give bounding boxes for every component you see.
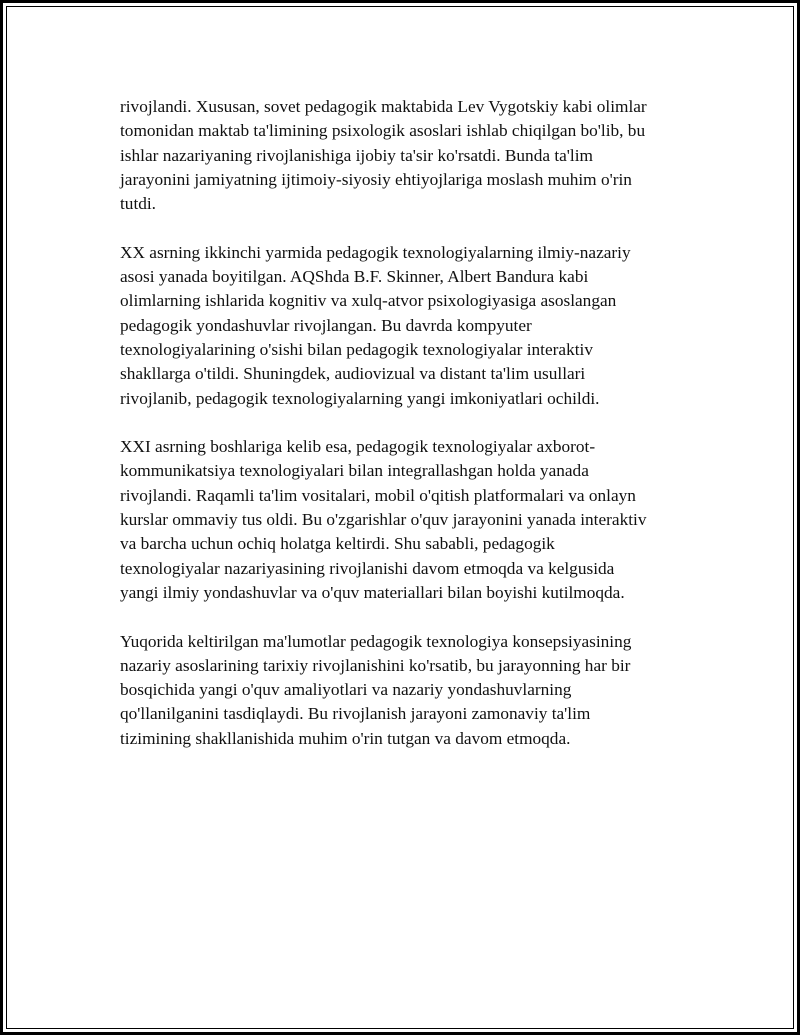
text-line: shakllarga o'tildi. Shuningdek, audiovizual va distant ta'lim usullari xyxy=(120,364,586,384)
paragraph-1 xyxy=(120,95,710,216)
paragraph-3 xyxy=(120,435,710,605)
text-line: tutdi. xyxy=(120,194,157,214)
text-line: rivojlanib, pedagogik texnologiyalarning yangi imkoniyatlari ochildi. xyxy=(120,388,600,408)
text-line: yangi ilmiy yondashuvlar va o'quv materiallari bilan boyishi kutilmoqda. xyxy=(120,582,625,602)
text-line: ishlar nazariyaning rivojlanishiga ijobiy ta'sir ko'rsatdi. Bunda ta'lim xyxy=(120,145,593,165)
text-line: rivojlandi. Raqamli ta'lim vositalari, mobil o'qitish platformalari va onlayn xyxy=(120,485,636,505)
text-line: qo'llanilganini tasdiqlaydi. Bu rivojlanish jarayoni zamonaviy ta'lim xyxy=(120,704,591,724)
text-line: XX asrning ikkinchi yarmida pedagogik texnologiyalarning ilmiy-nazariy xyxy=(120,242,631,262)
text-line: va barcha uchun ochiq holatga keltirdi. Shu sababli, pedagogik xyxy=(120,534,555,554)
text-line: bosqichida yangi o'quv amaliyotlari va nazariy yondashuvlarning xyxy=(120,680,572,700)
text-line: asosi yanada boyitilgan. AQShda B.F. Skinner, Albert Bandura kabi xyxy=(120,267,589,287)
text-line: nazariy asoslarining tarixiy rivojlanishini ko'rsatib, bu jarayonning har bir xyxy=(120,655,631,675)
text-line: Yuqorida keltirilgan ma'lumotlar pedagogik texnologiya konsepsiyasining xyxy=(120,631,632,651)
text-line: tizimining shakllanishida muhim o'rin tutgan va davom etmoqda. xyxy=(120,728,571,748)
text-line: olimlarning ishlarida kognitiv va xulq-atvor psixologiyasiga asoslangan xyxy=(120,291,617,311)
text-line: kurslar ommaviy tus oldi. Bu o'zgarishlar o'quv jarayonini yanada interaktiv xyxy=(120,510,647,530)
document-body xyxy=(120,95,710,775)
text-line: texnologiyalarining o'sishi bilan pedagogik texnologiyalar interaktiv xyxy=(120,339,593,359)
paragraph-2 xyxy=(120,241,710,411)
text-line: pedagogik yondashuvlar rivojlangan. Bu davrda kompyuter xyxy=(120,315,532,335)
paragraph-4 xyxy=(120,630,710,751)
text-line: jarayonini jamiyatning ijtimoiy-siyosiy ehtiyojlariga moslash muhim o'rin xyxy=(120,169,632,189)
text-line: XXI asrning boshlariga kelib esa, pedagogik texnologiyalar axborot- xyxy=(120,437,596,457)
text-line: rivojlandi. Xususan, sovet pedagogik maktabida Lev Vygotskiy kabi olimlar xyxy=(120,97,647,116)
text-line: tomonidan maktab ta'limining psixologik asoslari ishlab chiqilgan bo'lib, bu xyxy=(120,121,646,141)
text-line: kommunikatsiya texnologiyalari bilan integrallashgan holda yanada xyxy=(120,461,589,481)
text-line: texnologiyalar nazariyasining rivojlanishi davom etmoqda va kelgusida xyxy=(120,558,615,578)
